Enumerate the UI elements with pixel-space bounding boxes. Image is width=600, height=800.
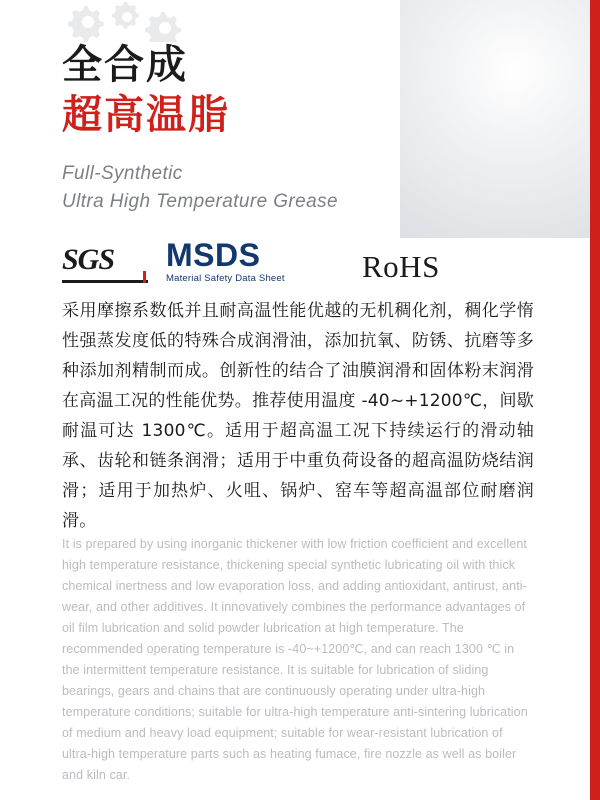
msds-logo-sublabel: Material Safety Data Sheet: [166, 273, 285, 284]
rohs-logo: [362, 250, 440, 284]
page-title-cn-line2: 超高温脂: [62, 92, 230, 138]
page-subtitle-en: [62, 160, 402, 215]
accent-bar: [590, 0, 600, 800]
rohs-logo-label: RoHS: [362, 249, 440, 284]
description-chinese: 采用摩擦系数低并且耐高温性能优越的无机稠化剂，稠化学惰性强蒸发度低的特殊合成润滑油，添加抗氧、防锈、抗磨等多种添加剂精制而成。创新性的结合了油膜润滑和固体粉末润滑在高温工况的性能优势。推荐使用温度 -40~+1200℃，间歇耐温可达 1300℃。适用于超高温工况下持续运行的滑动轴承、齿轮和链条润滑；适用于中重负荷设备的超高温防烧结润滑；适用于加热炉、火咀、锅炉、窑车等超高温部位耐磨润滑。: [62, 301, 534, 531]
page-title-cn-line1: 全合成: [62, 42, 188, 88]
sgs-logo: [62, 244, 148, 284]
sgs-logo-tick: [143, 271, 146, 283]
page-subtitle-en-line2: Ultra High Temperature Grease: [62, 190, 338, 212]
product-photo: [400, 0, 590, 238]
title-block: [62, 42, 402, 215]
page-subtitle-en-line1: Full-Synthetic: [62, 163, 183, 184]
certification-logos: [62, 236, 532, 284]
sgs-logo-label: SGS: [62, 243, 115, 276]
gear-icon: [62, 2, 192, 42]
msds-logo: [166, 238, 344, 284]
sgs-logo-rule: [62, 280, 148, 283]
description-english: It is prepared by using inorganic thickener with low friction coefficient and excellent high temperature resistance, thickening special synthetic lubricating oil with thick chemical inertness and low evaporation loss, and adding antioxidant, antirust, anti-wear, and other additives. It innovatively combines the performance advantages of oil film lubrication and solid powder lubrication at high temperature. The recommended operating temperature is -40~+1200℃, and can reach 1300 ℃ in the intermittent temperature resistance. It is suitable for lubrication of sliding bearings, gears and chains that are continuously operating under ultra-high temperature conditions; suitable for ultra-high temperature anti-sintering lubrication of medium and heavy load equipment; suitable for wear-resistant lubrication of ultra-high temperature parts such as heating fumace, fire nozzle as well as boiler and kiln car.: [62, 537, 528, 782]
msds-logo-label: MSDS: [166, 237, 261, 273]
